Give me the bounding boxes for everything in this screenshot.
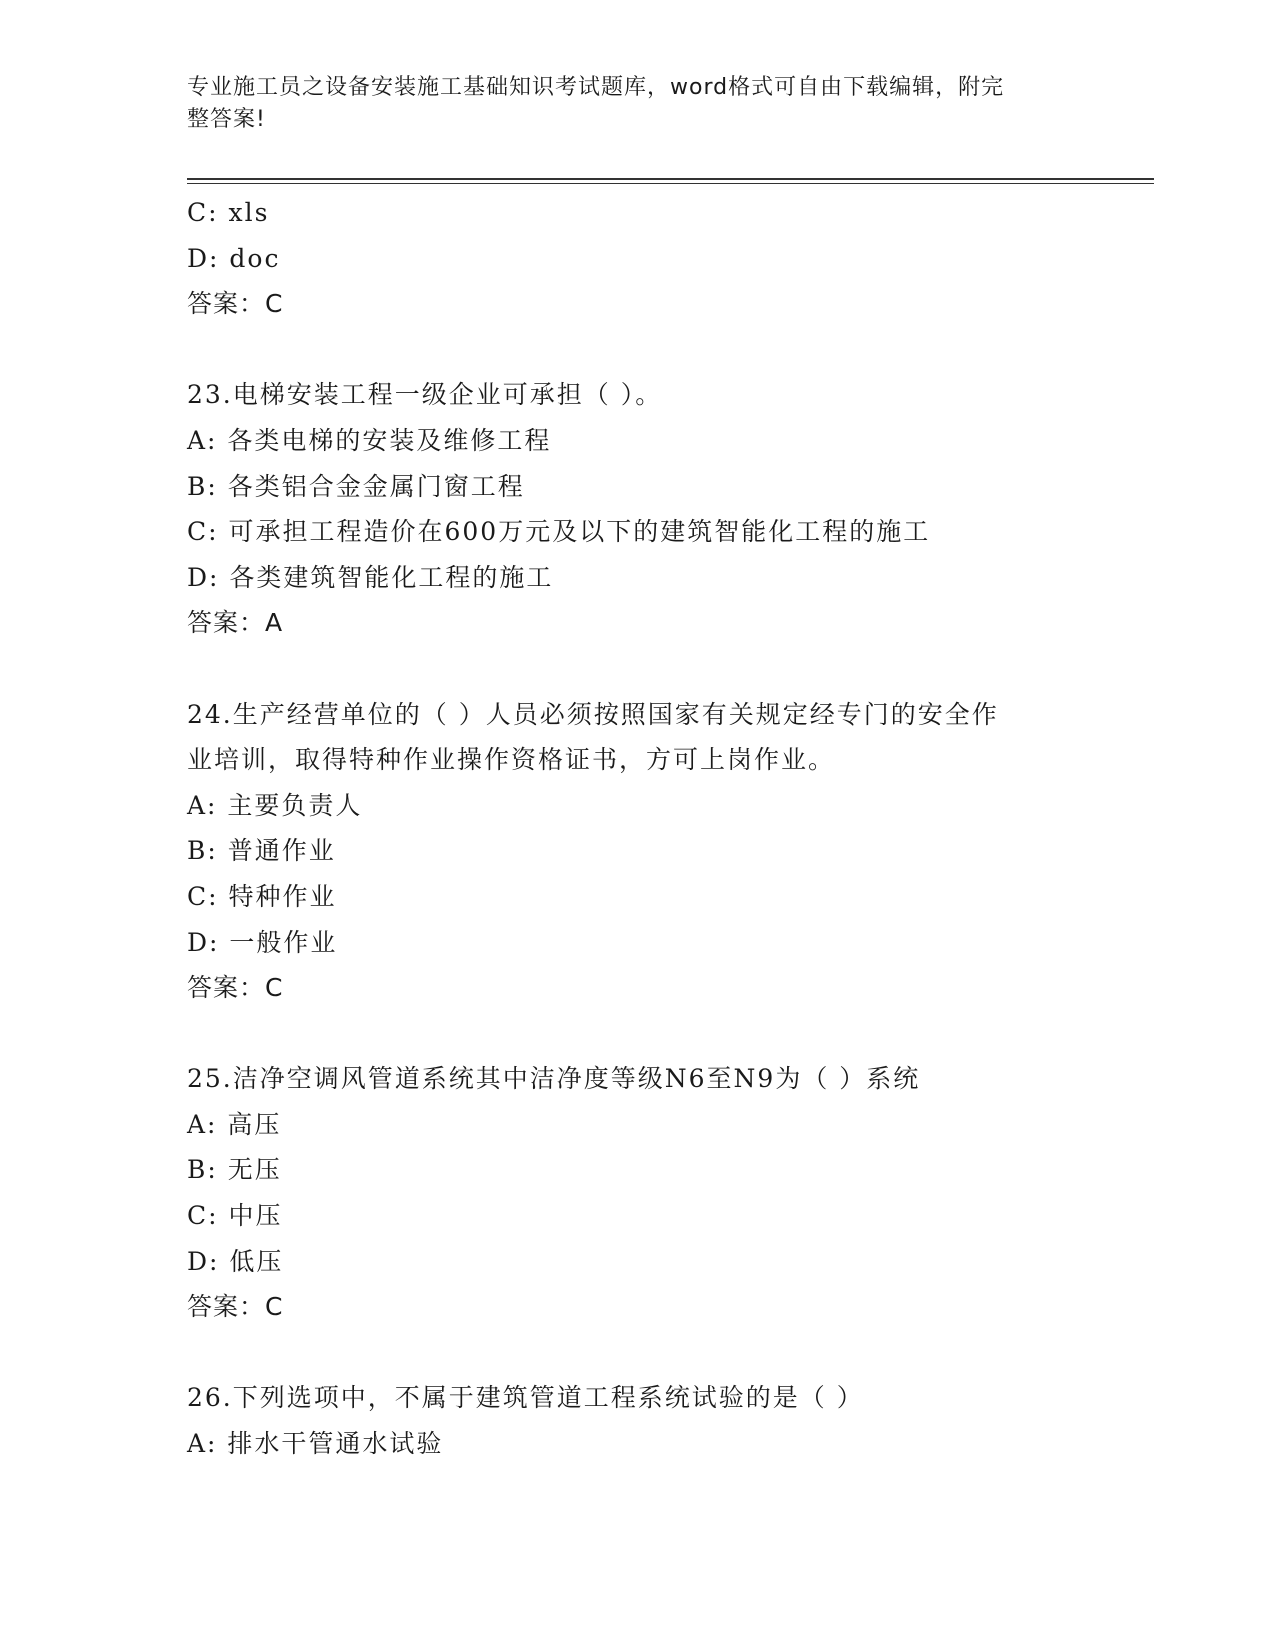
question-list [187,190,1087,1467]
question-stem: 26.下列选项中，不属于建筑管道工程系统试验的是（ ） [187,1383,864,1413]
option-b: B: 普通作业 [187,836,336,866]
answer-line: 答案：C [187,289,284,319]
answer-line: 答案：C [187,1292,284,1322]
spacer [187,1330,1087,1376]
question-stem-line-2: 业培训，取得特种作业操作资格证书，方可上岗作业。 [187,745,836,775]
question-block-prev [187,190,1087,327]
option-a: A: 高压 [187,1109,282,1139]
option-d: D: 低压 [187,1246,284,1276]
answer-line: 答案：C [187,973,284,1003]
spacer [187,327,1087,373]
header-divider-thin [187,183,1154,184]
option-c: C: 特种作业 [187,881,337,911]
option-c: C: 中压 [187,1201,283,1231]
header-divider-thick [187,178,1154,180]
question-stem: 23.电梯安装工程一级企业可承担（ ）。 [187,380,663,410]
question-block-25 [187,1056,1087,1330]
document-header [187,72,1067,136]
header-line-1: 专业施工员之设备安装施工基础知识考试题库，word格式可自由下载编辑，附完 [187,75,1005,100]
question-block-26 [187,1375,1087,1466]
option-b: B: 无压 [187,1155,282,1185]
header-line-2: 整答案! [187,107,266,132]
spacer [187,1011,1087,1057]
question-block-23 [187,372,1087,646]
option-c: C: xls [187,198,270,227]
option-d: D: 一般作业 [187,927,338,957]
option-a: A: 主要负责人 [187,790,363,820]
option-b: B: 各类铝合金金属门窗工程 [187,471,525,501]
option-a: A: 各类电梯的安装及维修工程 [187,425,552,455]
option-d: D: 各类建筑智能化工程的施工 [187,562,554,592]
option-d: D: doc [187,243,281,273]
question-stem-line-1: 24.生产经营单位的（ ）人员必须按照国家有关规定经专门的安全作 [187,699,999,729]
question-stem: 25.洁净空调风管道系统其中洁净度等级N6至N9为（ ）系统 [187,1064,921,1094]
spacer [187,646,1087,692]
option-c: C: 可承担工程造价在600万元及以下的建筑智能化工程的施工 [187,517,931,547]
question-block-24 [187,692,1087,1011]
option-a: A: 排水干管通水试验 [187,1429,444,1459]
answer-line: 答案：A [187,608,284,638]
